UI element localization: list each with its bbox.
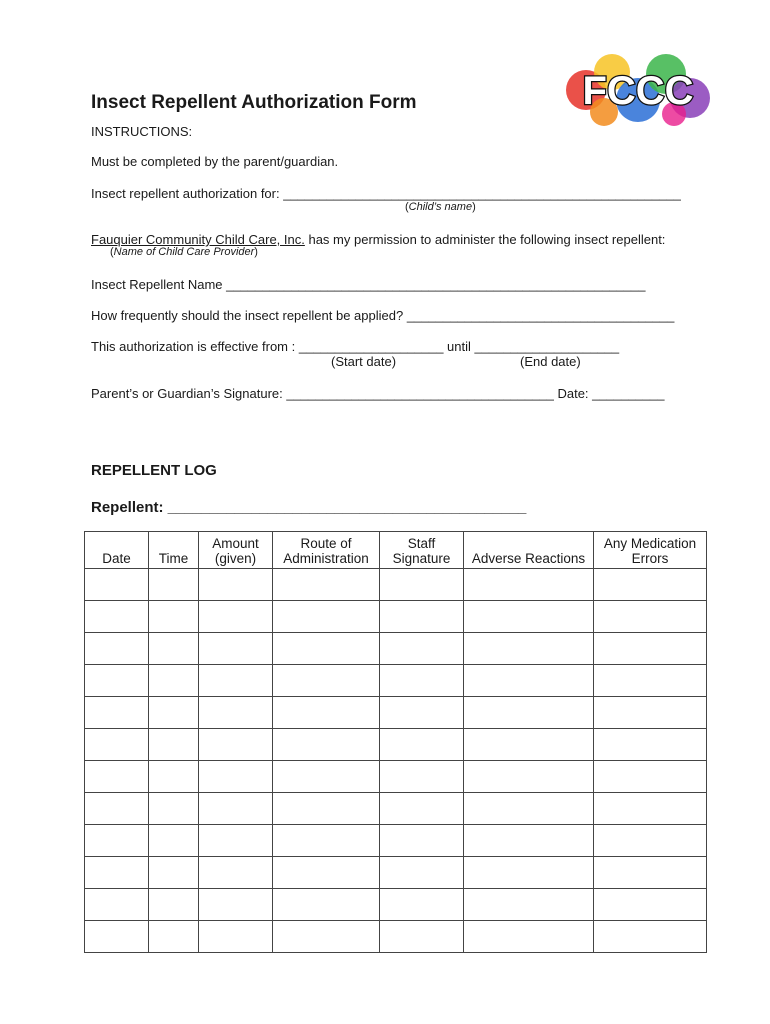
repellent-log-field[interactable]: Repellent: ___________________________________________ [91, 499, 527, 516]
table-cell[interactable] [273, 793, 380, 825]
table-cell[interactable] [380, 857, 464, 889]
table-cell[interactable] [594, 793, 707, 825]
table-cell[interactable] [380, 601, 464, 633]
svg-text:FCCC: FCCC [582, 69, 694, 113]
table-row [85, 761, 707, 793]
table-cell[interactable] [273, 857, 380, 889]
column-header-staff-signature: Staff Signature [380, 532, 464, 569]
table-cell[interactable] [85, 601, 149, 633]
instructions-text: Must be completed by the parent/guardian. [91, 154, 339, 169]
table-cell[interactable] [85, 633, 149, 665]
table-cell[interactable] [149, 601, 199, 633]
table-cell[interactable] [199, 921, 273, 953]
table-cell[interactable] [149, 569, 199, 601]
fccc-logo [566, 50, 710, 128]
table-row [85, 793, 707, 825]
table-cell[interactable] [464, 761, 594, 793]
column-header-route: Route of Administration [273, 532, 380, 569]
table-cell[interactable] [149, 921, 199, 953]
instructions-label: INSTRUCTIONS: [91, 124, 193, 139]
repellent-name-field[interactable]: Insect Repellent Name __________________________________________________________ [91, 277, 646, 292]
effective-dates-field[interactable]: This authorization is effective from : ____________________ until ____________________ [91, 339, 620, 354]
table-cell[interactable] [273, 665, 380, 697]
table-cell[interactable] [594, 921, 707, 953]
table-cell[interactable] [199, 697, 273, 729]
table-cell[interactable] [380, 697, 464, 729]
table-cell[interactable] [464, 825, 594, 857]
provider-hint: (Name of Child Care Provider) [110, 246, 258, 258]
table-cell[interactable] [594, 729, 707, 761]
table-cell[interactable] [594, 633, 707, 665]
table-row [85, 697, 707, 729]
table-row [85, 921, 707, 953]
table-cell[interactable] [380, 793, 464, 825]
signature-field[interactable]: Parent’s or Guardian’s Signature: _____________________________________ Date: __________ [91, 386, 665, 401]
table-cell[interactable] [149, 665, 199, 697]
table-cell[interactable] [273, 601, 380, 633]
column-header-medication-errors: Any Medication Errors [594, 532, 707, 569]
table-cell[interactable] [380, 825, 464, 857]
table-cell[interactable] [85, 569, 149, 601]
table-cell[interactable] [380, 665, 464, 697]
table-cell[interactable] [85, 857, 149, 889]
table-cell[interactable] [594, 601, 707, 633]
table-cell[interactable] [464, 793, 594, 825]
table-cell[interactable] [273, 825, 380, 857]
table-row [85, 857, 707, 889]
table-cell[interactable] [149, 633, 199, 665]
table-cell[interactable] [85, 697, 149, 729]
table-cell[interactable] [199, 793, 273, 825]
table-cell[interactable] [594, 857, 707, 889]
table-cell[interactable] [273, 761, 380, 793]
column-header-amount: Amount (given) [199, 532, 273, 569]
table-cell[interactable] [199, 601, 273, 633]
column-header-adverse-reactions: Adverse Reactions [464, 532, 594, 569]
child-name-field[interactable]: Insect repellent authorization for: _______________________________________________________ [91, 186, 681, 201]
table-cell[interactable] [380, 569, 464, 601]
table-cell[interactable] [85, 889, 149, 921]
table-cell[interactable] [149, 697, 199, 729]
column-header-date: Date [85, 532, 149, 569]
table-cell[interactable] [85, 665, 149, 697]
table-cell[interactable] [199, 857, 273, 889]
table-cell[interactable] [85, 729, 149, 761]
table-cell[interactable] [85, 793, 149, 825]
table-cell[interactable] [273, 729, 380, 761]
provider-name: Fauquier Community Child Care, Inc. [91, 232, 305, 247]
table-cell[interactable] [380, 889, 464, 921]
table-cell[interactable] [85, 921, 149, 953]
table-row [85, 569, 707, 601]
table-cell[interactable] [149, 889, 199, 921]
table-row [85, 601, 707, 633]
table-cell[interactable] [594, 761, 707, 793]
table-cell[interactable] [464, 665, 594, 697]
table-cell[interactable] [149, 857, 199, 889]
form-title: Insect Repellent Authorization Form [91, 92, 417, 113]
table-cell[interactable] [199, 729, 273, 761]
child-name-hint: (Child’s name) [405, 201, 476, 213]
frequency-field[interactable]: How frequently should the insect repellent be applied? _____________________________________ [91, 308, 675, 323]
table-cell[interactable] [594, 569, 707, 601]
table-cell[interactable] [464, 921, 594, 953]
table-cell[interactable] [380, 761, 464, 793]
table-cell[interactable] [594, 665, 707, 697]
table-cell[interactable] [149, 793, 199, 825]
table-cell[interactable] [149, 825, 199, 857]
table-cell[interactable] [594, 825, 707, 857]
table-cell[interactable] [594, 697, 707, 729]
column-header-time: Time [149, 532, 199, 569]
table-cell[interactable] [199, 633, 273, 665]
table-cell[interactable] [273, 697, 380, 729]
table-row [85, 633, 707, 665]
table-row [85, 729, 707, 761]
table-cell[interactable] [199, 825, 273, 857]
table-cell[interactable] [273, 569, 380, 601]
table-cell[interactable] [464, 857, 594, 889]
table-cell[interactable] [273, 921, 380, 953]
table-cell[interactable] [273, 633, 380, 665]
table-cell[interactable] [85, 761, 149, 793]
table-cell[interactable] [464, 601, 594, 633]
table-cell[interactable] [199, 761, 273, 793]
table-cell[interactable] [149, 761, 199, 793]
repellent-log-table [84, 531, 707, 953]
provider-statement: Fauquier Community Child Care, Inc. has my permission to administer the following insect repellent: [91, 232, 666, 247]
table-cell[interactable] [199, 665, 273, 697]
table-row [85, 889, 707, 921]
table-cell[interactable] [464, 889, 594, 921]
repellent-log-heading: REPELLENT LOG [91, 462, 217, 479]
table-cell[interactable] [85, 825, 149, 857]
end-date-hint: (End date) [520, 354, 581, 369]
table-row [85, 825, 707, 857]
table-cell[interactable] [199, 889, 273, 921]
table-row [85, 665, 707, 697]
table-cell[interactable] [464, 697, 594, 729]
table-cell[interactable] [149, 729, 199, 761]
table-cell[interactable] [380, 921, 464, 953]
table-cell[interactable] [273, 889, 380, 921]
table-cell[interactable] [594, 889, 707, 921]
table-cell[interactable] [380, 729, 464, 761]
table-cell[interactable] [199, 569, 273, 601]
table-header-row [85, 532, 707, 569]
table-cell[interactable] [380, 633, 464, 665]
table-cell[interactable] [464, 729, 594, 761]
start-date-hint: (Start date) [331, 354, 397, 369]
table-cell[interactable] [464, 633, 594, 665]
table-cell[interactable] [464, 569, 594, 601]
